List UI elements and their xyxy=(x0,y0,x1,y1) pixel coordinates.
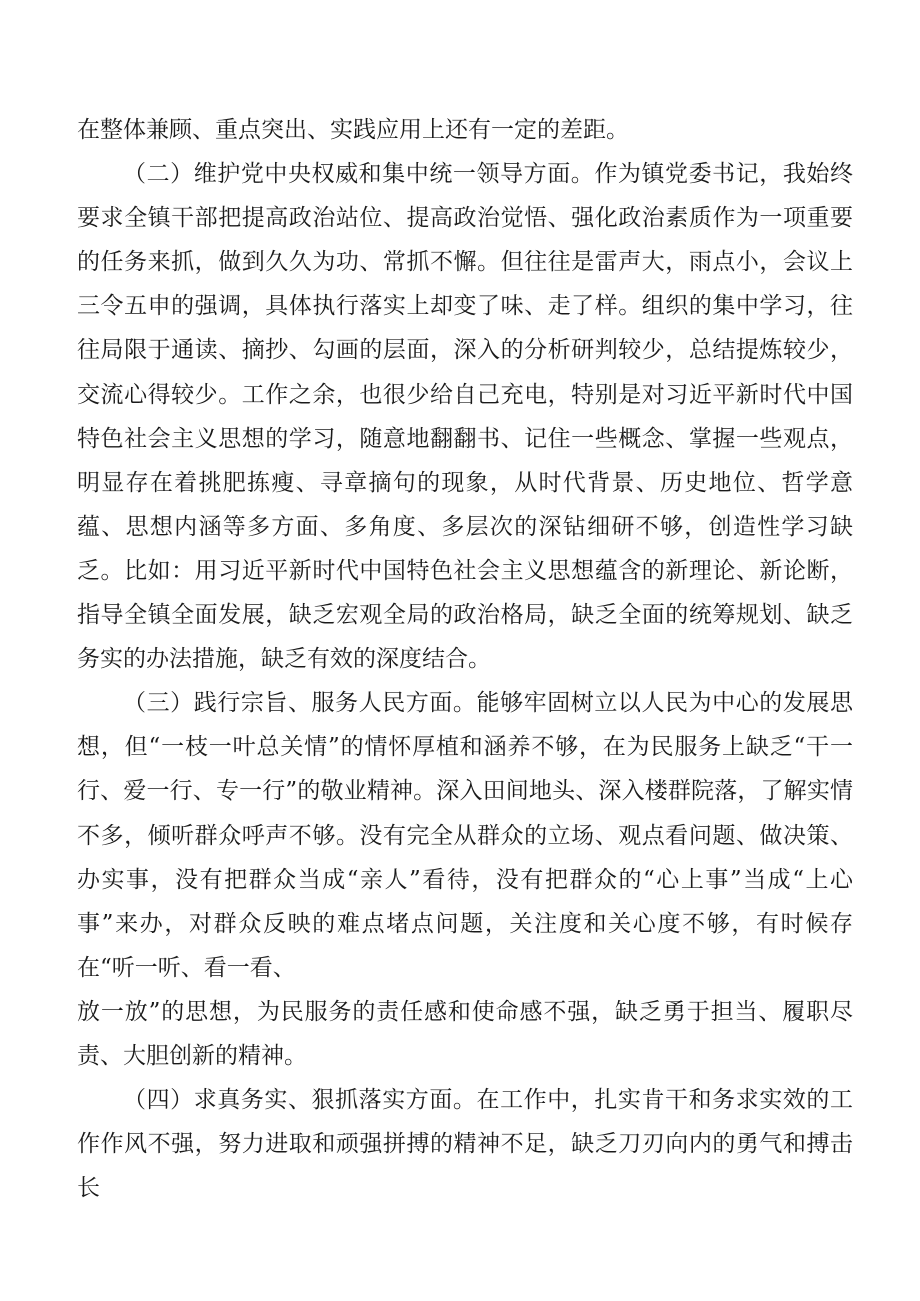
document-body xyxy=(77,108,853,1210)
paragraph-4: （四）求真务实、狠抓落实方面。在工作中，扎实肯干和务求实效的工作作风不强，努力进取和顽强拼搏的精神不足，缺乏刀刃向内的勇气和搏击长 xyxy=(77,1087,853,1202)
paragraph-3-continuation: 放一放”的思想，为民服务的责任感和使命感不强，缺乏勇于担当、履职尽责、大胆创新的精神。 xyxy=(77,998,853,1069)
paragraph-3 xyxy=(77,681,853,1078)
paragraph-3-text: （三）践行宗旨、服务人民方面。能够牢固树立以人民为中心的发展思想，但“一枝一叶总关情”的情怀厚植和涵养不够，在为民服务上缺乏“干一行、爱一行、专一行”的敬业精神。深入田间地头、深入楼群院落，了解实情不多，倾听群众呼声不够。没有完全从群众的立场、观点看问题、做决策、办实事，没有把群众当成“亲人”看待，没有把群众的“心上事”当成“上心事”来办，对群众反映的难点堵点问题，关注度和关心度不够，有时候存在“听一听、看一看、 xyxy=(77,690,853,981)
paragraph-1: 在整体兼顾、重点突出、实践应用上还有一定的差距。 xyxy=(77,117,629,143)
paragraph-2: （二）维护党中央权威和集中统一领导方面。作为镇党委书记，我始终要求全镇干部把提高政治站位、提高政治觉悟、强化政治素质作为一项重要的任务来抓，做到久久为功、常抓不懈。但往往是雷声大，雨点小，会议上三令五申的强调，具体执行落实上却变了味、走了样。组织的集中学习，往往局限于通读、摘抄、勾画的层面，深入的分析研判较少，总结提炼较少，交流心得较少。工作之余，也很少给自己充电，特别是对习近平新时代中国特色社会主义思想的学习，随意地翻翻书、记住一些概念、掌握一些观点，明显存在着挑肥拣瘦、寻章摘句的现象，从时代背景、历史地位、哲学意蕴、思想内涵等多方面、多角度、多层次的深钻细研不够，创造性学习缺乏。比如：用习近平新时代中国特色社会主义思想蕴含的新理论、新论断，指导全镇全面发展，缺乏宏观全局的政治格局，缺乏全面的统筹规划、缺乏务实的办法措施，缺乏有效的深度结合。 xyxy=(77,161,853,673)
